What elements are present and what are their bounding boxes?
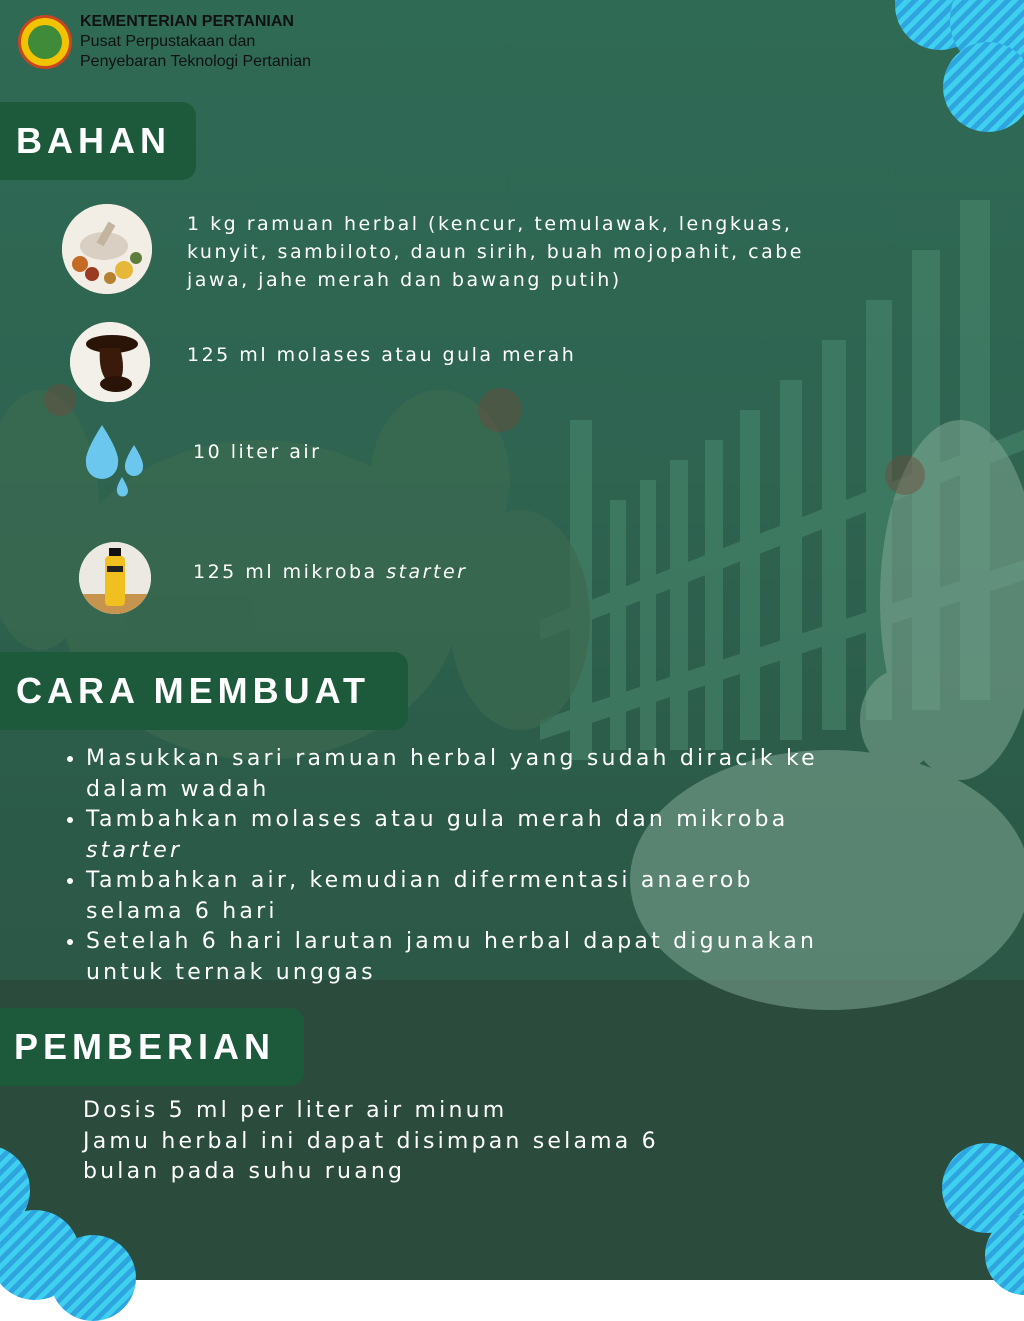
- decorative-circle: [50, 1235, 136, 1321]
- section-title-cara-membuat: CARA MEMBUAT: [0, 652, 408, 730]
- ministry-logo: [18, 15, 72, 69]
- herbs-bowl-icon: [62, 204, 152, 294]
- section-title-pemberian: PEMBERIAN: [0, 1008, 304, 1086]
- header: [18, 12, 311, 72]
- section-title-bahan: BAHAN: [0, 102, 196, 180]
- logo-emblem-icon: [28, 25, 62, 59]
- ingredient-3-text: 10 liter air: [193, 441, 322, 463]
- pemberian-line-2: Jamu herbal ini dapat disimpan selama 6: [83, 1128, 659, 1154]
- step-1-text: Masukkan sari ramuan herbal yang sudah diracik ke dalam wadah: [86, 746, 818, 802]
- organization-name: [80, 12, 311, 72]
- step-2-text: Tambahkan molases atau gula merah dan mikroba: [86, 807, 789, 832]
- molasses-spoon-icon: [70, 322, 150, 402]
- water-drops-icon: [82, 425, 152, 500]
- step-4-text: Setelah 6 hari larutan jamu herbal dapat digunakan untuk ternak unggas: [86, 929, 818, 985]
- ingredient-1-text: 1 kg ramuan herbal (kencur, temulawak, lengkuas, kunyit, sambiloto, daun sirih, buah mojopahit, cabe jawa, jahe merah dan bawang putih): [187, 213, 804, 291]
- decorative-circle: [943, 42, 1024, 132]
- list-item: [86, 927, 846, 988]
- list-item: [86, 805, 846, 866]
- ingredient-4-text: [193, 558, 693, 586]
- starter-bottle-icon: [79, 542, 151, 614]
- org-line-2: Pusat Perpustakaan dan: [80, 33, 256, 50]
- list-item: [86, 866, 846, 927]
- ingredient-4-plain: 125 ml mikroba: [193, 561, 387, 583]
- step-3-text: Tambahkan air, kemudian difermentasi anaerob selama 6 hari: [86, 868, 754, 924]
- step-2-italic: starter: [86, 837, 183, 863]
- pemberian-line-1: Dosis 5 ml per liter air minum: [83, 1098, 508, 1123]
- ingredient-2-text: 125 ml molases atau gula merah: [187, 344, 577, 366]
- org-line-1: KEMENTERIAN PERTANIAN: [80, 13, 294, 30]
- steps-list: [60, 744, 846, 988]
- pemberian-line-3: bulan pada suhu ruang: [83, 1159, 406, 1184]
- list-item: [86, 744, 846, 805]
- pemberian-text: [83, 1096, 659, 1188]
- org-line-3: Penyebaran Teknologi Pertanian: [80, 53, 311, 70]
- ingredient-4-italic: starter: [386, 561, 468, 583]
